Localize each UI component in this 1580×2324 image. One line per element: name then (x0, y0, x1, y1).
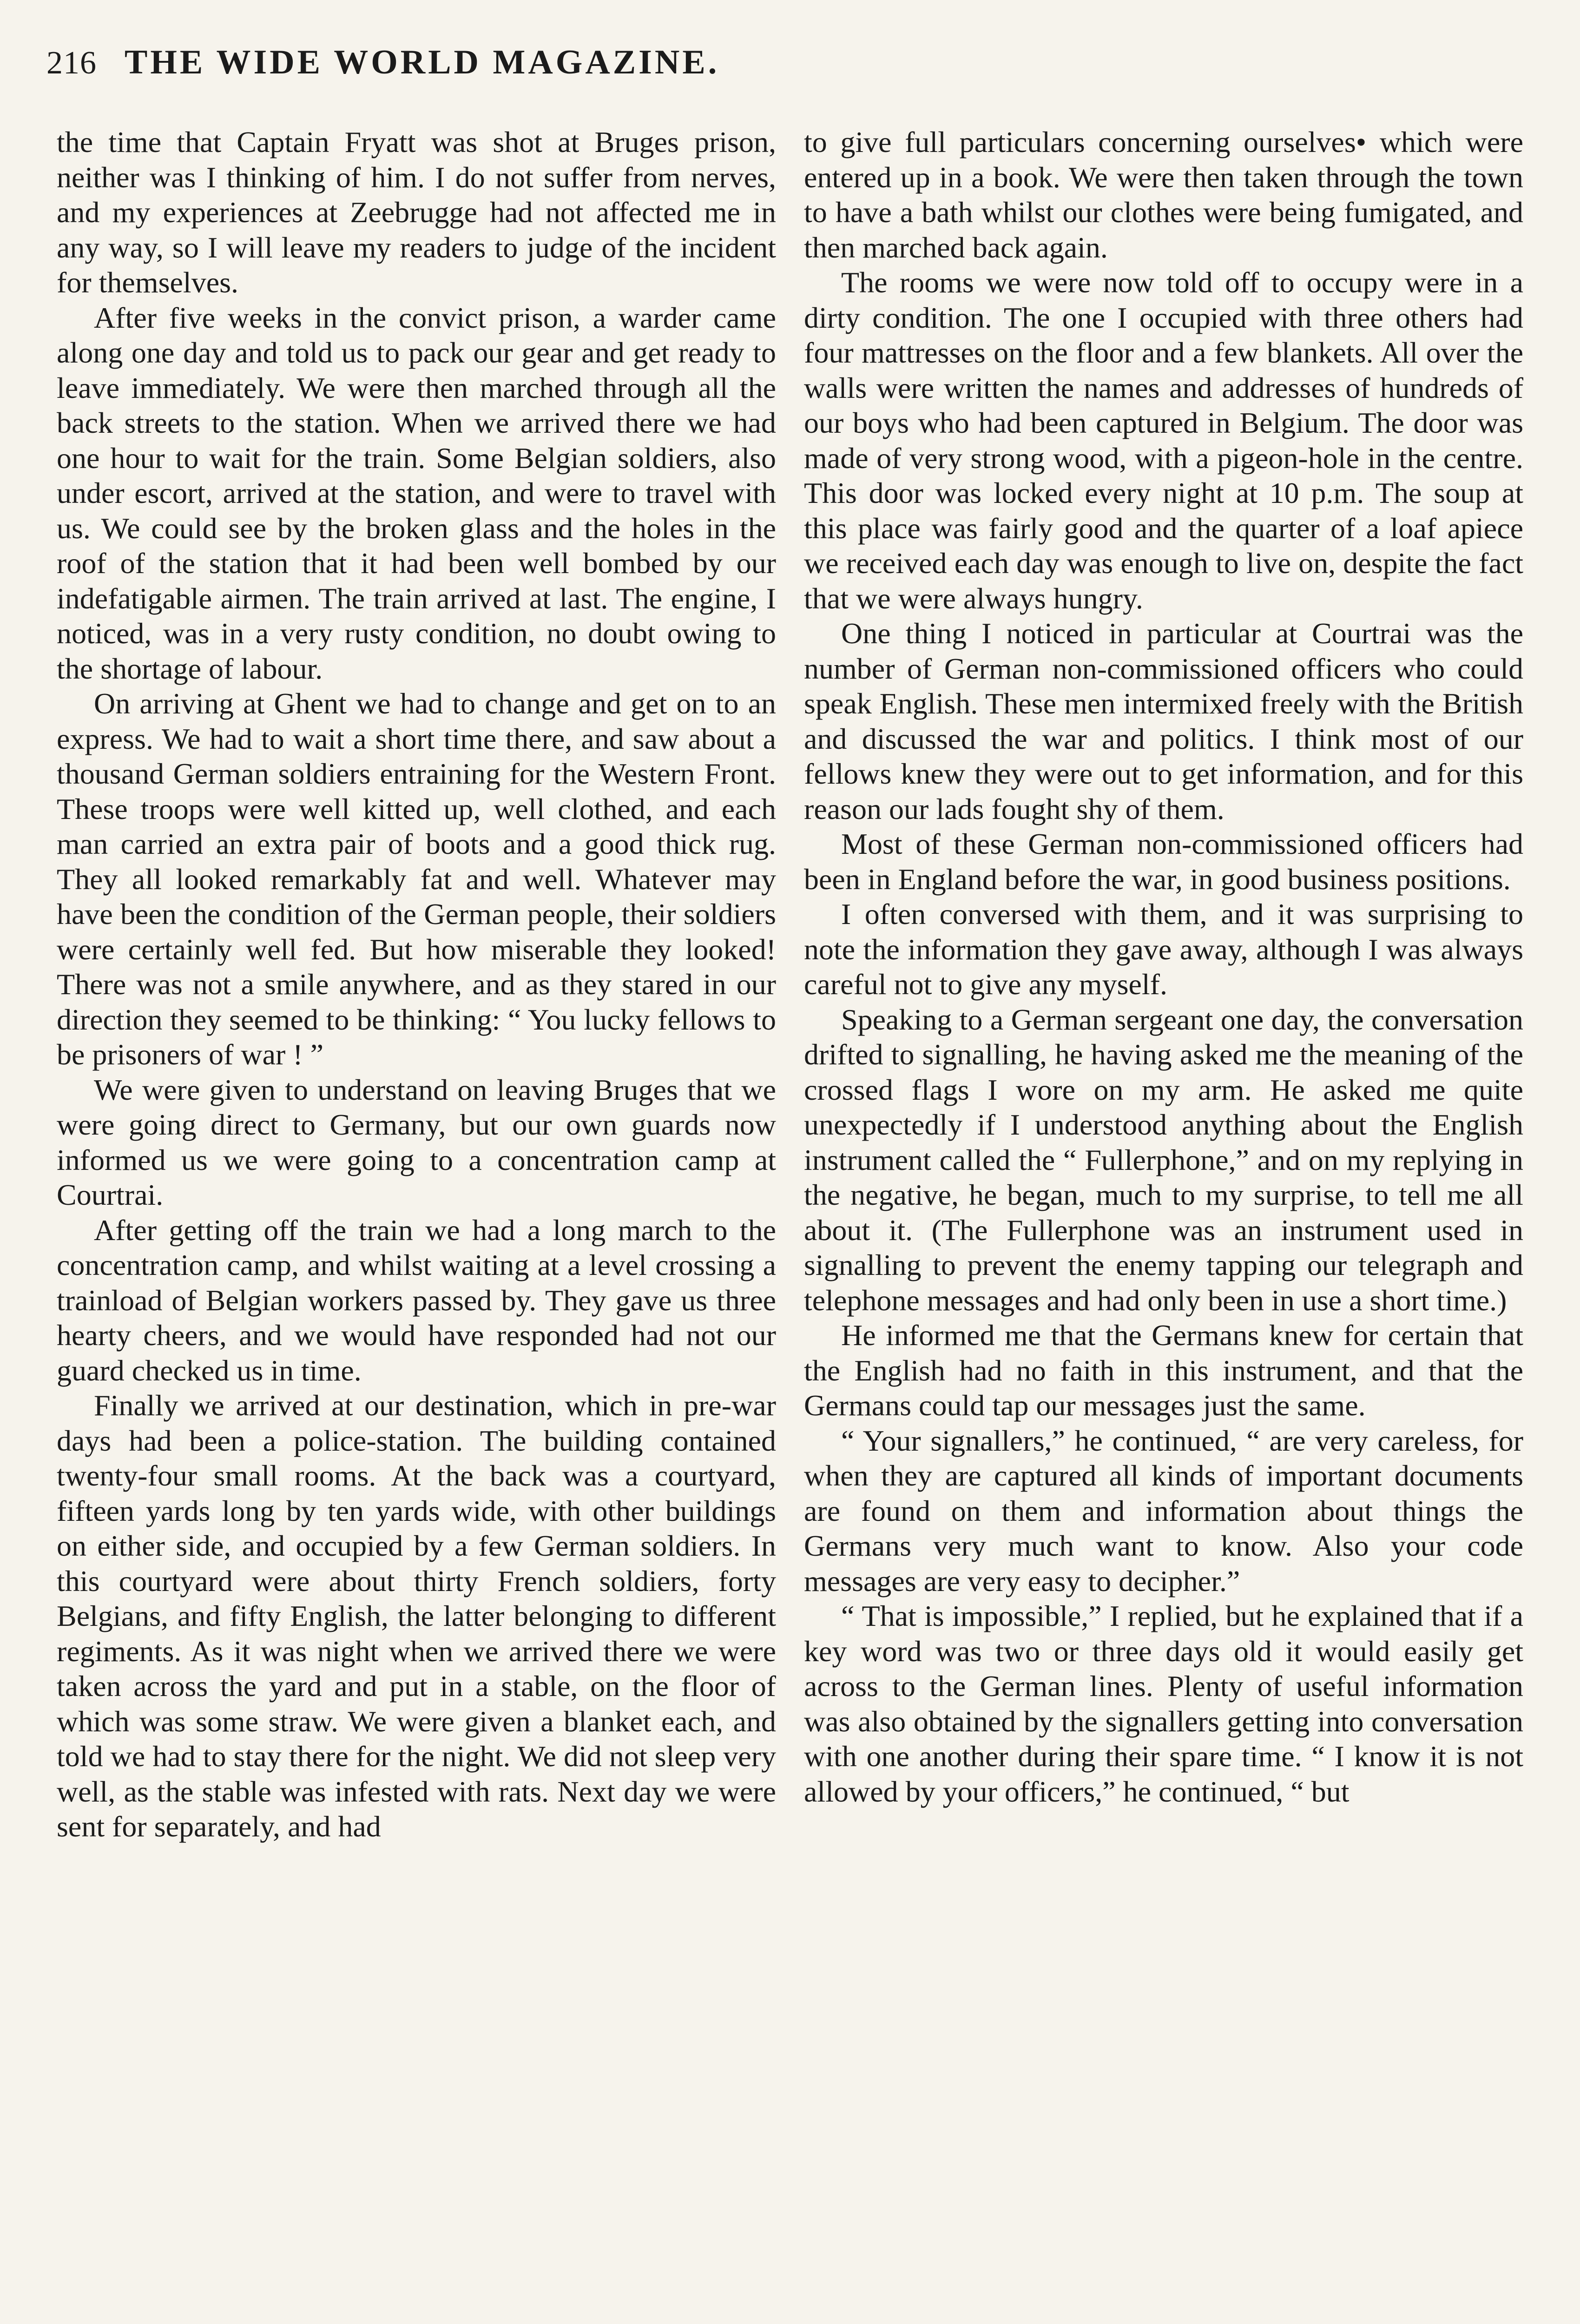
paragraph: to give full particulars concerning ourselves• which were entered up in a book. We were then taken through the town to have a bath whilst our clothes were being fumigated, and then marched back again. (804, 125, 1523, 264)
paragraph: Most of these German non-commissioned officers had been in England before the war, in good business positions. (804, 827, 1523, 896)
page-header (46, 43, 1524, 94)
paragraph: The rooms we were now told off to occupy were in a dirty condition. The one I occupied with three others had four mattresses on the floor and a few blankets. All over the walls were written the names and addresses of hundreds of our boys who had been captured in Belgium. The door was made of very strong wood, with a pigeon-hole in the centre. This door was locked every night at 10 p.m. The soup at this place was fairly good and the quarter of a loaf apiece we received each day was enough to live on, despite the fact that we were always hungry. (804, 266, 1523, 615)
paragraph: Finally we arrived at our destination, which in pre-war days had been a police-station. The building contained twenty-four small rooms. At the back was a courtyard, fifteen yards long by ten yards wide, with other buildings on either side, and occupied by a few German soldiers. In this courtyard were about thirty French soldiers, forty Belgians, and fifty English, the latter belonging to different regiments. As it was night when we arrived there we were taken across the yard and put in a stable, on the floor of which was some straw. We were given a blanket each, and told we had to stay there for the night. We did not sleep very well, as the stable was infested with rats. Next day we were sent for separately, and had (57, 1389, 776, 1843)
paragraph: “ That is impossible,” I replied, but he explained that if a key word was two or three days old it would easily get across to the German lines. Plenty of useful information was also obtained by the signallers getting into conversation with one another during their spare time. “ I know it is not allowed by your officers,” he continued, “ but (804, 1599, 1523, 1808)
paragraph: One thing I noticed in particular at Courtrai was the number of German non-commissioned officers who could speak English. These men intermixed freely with the British and discussed the war and politics. I think most of our fellows knew they were out to get information, and for this reason our lads fought shy of them. (804, 617, 1523, 825)
paragraph: I often conversed with them, and it was surprising to note the information they gave away, although I was always careful not to give any myself. (804, 898, 1523, 1001)
paragraph: “ Your signallers,” he continued, “ are very careless, for when they are captured all kinds of important documents are found on them and information about things the Germans very much want to know. Also your code messages are very easy to decipher.” (804, 1424, 1523, 1598)
paragraph: the time that Captain Fryatt was shot at Bruges prison, neither was I thinking of him. I do not suffer from nerves, and my experiences at Zeebrugge had not affected me in any way, so I will leave my readers to judge of the incident for themselves. (57, 125, 776, 299)
paragraph: After getting off the train we had a long march to the concentration camp, and whilst waiting at a level crossing a trainload of Belgian workers passed by. They gave us three hearty cheers, and we would have responded had not our guard checked us in time. (57, 1213, 776, 1387)
right-text-column (804, 125, 1523, 2324)
paragraph: On arriving at Ghent we had to change and get on to an express. We had to wait a short time there, and saw about a thousand German soldiers entraining for the Western Front. These troops were well kitted up, well clothed, and each man carried an extra pair of boots and a good thick rug. They all looked remarkably fat and well. Whatever may have been the condition of the German people, their soldiers were certainly well fed. But how miserable they looked! There was not a smile anywhere, and as they stared in our direction they seemed to be thinking: “ You lucky fellows to be prisoners of war ! ” (57, 687, 776, 1071)
paragraph: After five weeks in the convict prison, a warder came along one day and told us to pack our gear and get ready to leave immediately. We were then marched through all the back streets to the station. When we arrived there we had one hour to wait for the train. Some Belgian soldiers, also under escort, arrived at the station, and were to travel with us. We could see by the broken glass and the holes in the roof of the station that it had been well bombed by our indefatigable airmen. The train arrived at last. The engine, I noticed, was in a very rusty condition, no doubt owing to the shortage of labour. (57, 301, 776, 685)
paragraph: He informed me that the Germans knew for certain that the English had no faith in this instrument, and that the Germans could tap our messages just the same. (804, 1319, 1523, 1422)
magazine-title: THE WIDE WORLD MAGAZINE. (125, 43, 720, 81)
paragraph: We were given to understand on leaving Bruges that we were going direct to Germany, but our own guards now informed us we were going to a concentration camp at Courtrai. (57, 1073, 776, 1211)
paragraph: Speaking to a German sergeant one day, the conversation drifted to signalling, he having asked me the meaning of the crossed flags I wore on my arm. He asked me quite unexpectedly if I understood anything about the English instrument called the “ Fullerphone,” and on my replying in the negative, he began, much to my surprise, to tell me all about it. (The Fullerphone was an instrument used in signalling to prevent the enemy tapping our telegraph and telephone messages and had only been in use a short time.) (804, 1003, 1523, 1317)
page-number: 216 (46, 45, 97, 81)
left-text-column (57, 125, 776, 2324)
